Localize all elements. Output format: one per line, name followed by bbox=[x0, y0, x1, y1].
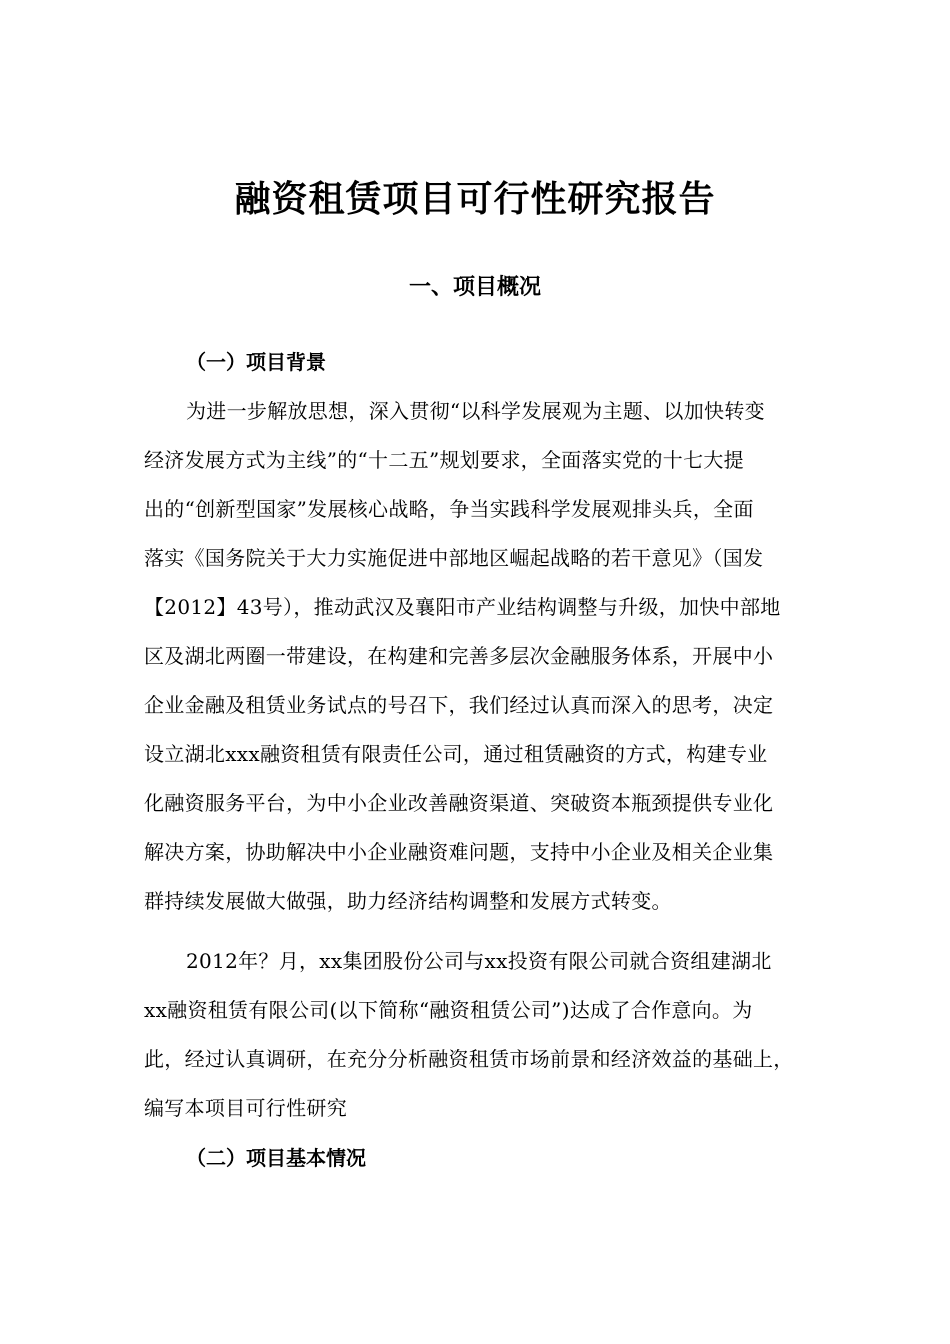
paragraph-line: 此，经过认真调研，在充分分析融资租赁市场前景和经济效益的基础上， bbox=[144, 1047, 794, 1071]
section-heading-overview: 一、项目概况 bbox=[408, 275, 541, 300]
paragraph-line: 【2012】43号），推动武汉及襄阳市产业结构调整与升级，加快中部地 bbox=[144, 595, 781, 619]
paragraph-line: 设立湖北xxx融资租赁有限责任公司，通过租赁融资的方式，构建专业 bbox=[144, 742, 768, 766]
paragraph-line: 落实《国务院关于大力实施促进中部地区崛起战略的若干意见》（国发 bbox=[144, 546, 764, 570]
paragraph-line: 出的“创新型国家”发展核心战略，争当实践科学发展观排头兵，全面 bbox=[144, 497, 754, 521]
subsection-heading-basic-info: （二）项目基本情况 bbox=[186, 1146, 366, 1170]
paragraph-background bbox=[144, 387, 844, 926]
paragraph-cooperation bbox=[144, 937, 844, 1133]
paragraph-line: 2012年？月，xx集团股份公司与xx投资有限公司就合资组建湖北 bbox=[186, 949, 772, 973]
paragraph-line: 编写本项目可行性研究 bbox=[144, 1096, 347, 1120]
paragraph-line: 群持续发展做大做强，助力经济结构调整和发展方式转变。 bbox=[144, 889, 672, 913]
paragraph-line: 区及湖北两圈一带建设，在构建和完善多层次金融服务体系，开展中小 bbox=[144, 644, 774, 668]
subsection-heading-background: （一）项目背景 bbox=[186, 350, 326, 374]
paragraph-line: 为进一步解放思想，深入贯彻“以科学发展观为主题、以加快转变 bbox=[186, 399, 765, 423]
paragraph-line: 化融资服务平台，为中小企业改善融资渠道、突破资本瓶颈提供专业化 bbox=[144, 791, 774, 815]
paragraph-line: 企业金融及租赁业务试点的号召下，我们经过认真而深入的思考，决定 bbox=[144, 693, 774, 717]
document-title: 融资租赁项目可行性研究报告 bbox=[234, 179, 716, 220]
paragraph-line: 经济发展方式为主线”的“十二五”规划要求，全面落实党的十七大提 bbox=[144, 448, 744, 472]
paragraph-line: xx融资租赁有限公司(以下简称“融资租赁公司”)达成了合作意向。为 bbox=[144, 998, 753, 1022]
paragraph-line: 解决方案，协助解决中小企业融资难问题，支持中小企业及相关企业集 bbox=[144, 840, 774, 864]
